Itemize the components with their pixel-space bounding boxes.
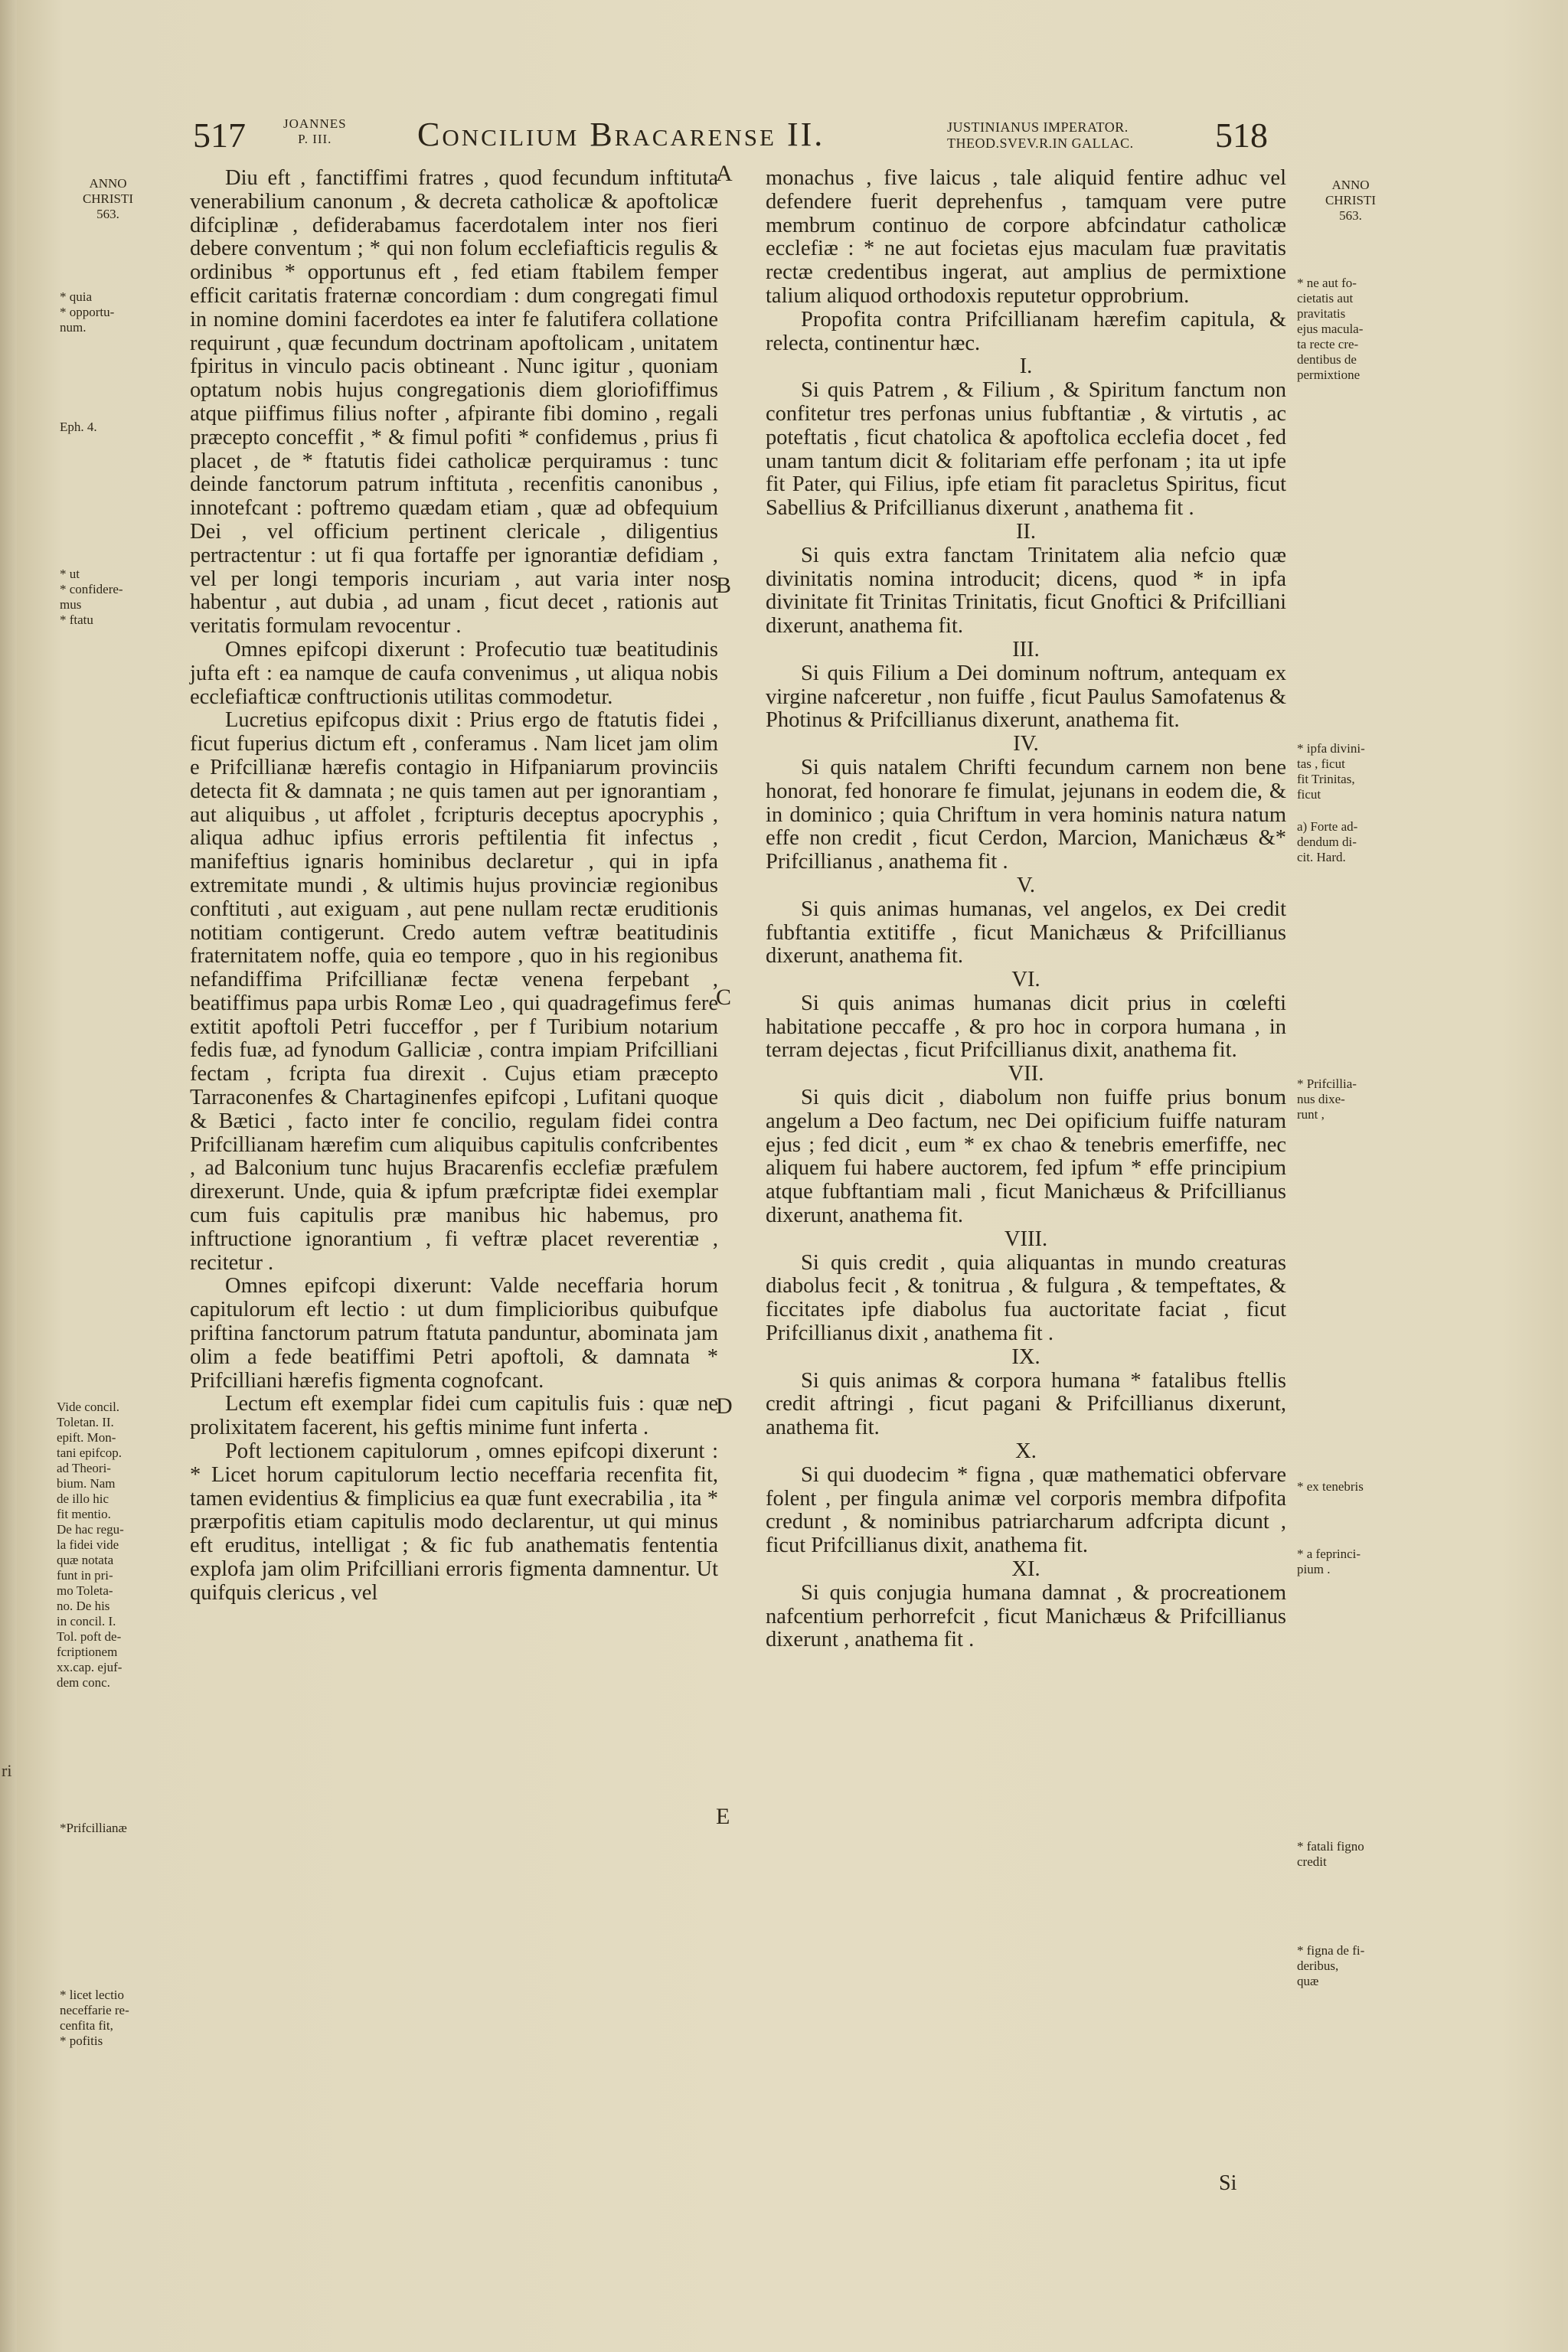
left-margin-note: * licet lectio neceffarie re- cenfita fit, * pofitis bbox=[60, 1988, 129, 2048]
paragraph: Diu eft , fanctiffimi fratres , quod fecundum inftituta venerabilium canonum , & decreta catholicæ & apoftolicæ difciplinæ , defiderabamus facerdotalem inter nos fieri debere conventum ; * qui non folum ecclefiafticis regulis & ordinibus * opportunus eft , fed etiam ftabilem femper efficit caritatis fraternæ concordiam : dum congregati fimul in nomine domini facerdotes ea inter fe falutifera collatione requirunt , quæ fecundum doctrinam apoftolicam , unitatem fpiritus in vinculo pacis obtineant . Nunc igitur , quoniam optatum nobis hujus congregationis diem gloriofiffimus atque piiffimus filius nofter , afpirante fibi domino , regali præcepto conceffit , * & fimul pofiti * confidemus , prius fi placet , de * ftatutis fidei catholicæ perquiramus : tunc deinde fanctorum patrum inftituta , recenfitis canonibus , innotefcant : poftremo quædam etiam , quæ ad obfequium Dei , vel officium pertinent clericale , diligentius pertractentur : ut fi qua fortaffe per ignorantiæ defidiam , vel per longi temporis incuriam , aut varia inter nos habentur , aut dubia , ad unam , ficut decet , rationis aut veritatis formulam revocentur . bbox=[190, 166, 718, 639]
right-margin-note: a) Forte ad- dendum di- cit. Hard. bbox=[1297, 819, 1358, 864]
paragraph: Propofita contra Prifcillianam hærefim capitula, & relecta, continentur hæc. bbox=[766, 307, 1286, 355]
canon-text: Si quis Patrem , & Filium , & Spiritum fanctum non confitetur tres perfonas unius fubftantiæ , & virtutis , ac poteftatis , ficut chatolica & apoftolica ecclefia docet , fed unam tantum dicit & folitariam effe perfonam ; ita ut ipfe fit Pater, qui Filius, ipfe etiam fit paracletus Spiritus, ficut Sabellius & Prifcillianus dixerunt , anathema fit . bbox=[766, 378, 1286, 521]
section-letter: C bbox=[716, 985, 732, 1010]
canon-heading: II. bbox=[1015, 519, 1037, 544]
canon-text: Si quis dicit , diabolum non fuiffe prius bonum angelum a Deo factum, nec Dei opificium fuiffe naturam ejus ; fed dicit , eum * ex chao & tenebris emerfiffe, nec aliquem fui habere auctorem, fed ipfum * effe principium atque fubftantiam mali , ficut Manichæus & Prifcillianus dixerunt, anathema fit. bbox=[766, 1086, 1286, 1228]
left-margin-note: * ut * confidere- mus * ftatu bbox=[60, 567, 123, 627]
canon-heading: X. bbox=[1015, 1439, 1037, 1464]
canon-heading: VI. bbox=[1011, 968, 1040, 992]
page-title: Concilium Bracarense II. bbox=[417, 116, 825, 153]
section-letter: B bbox=[716, 573, 732, 598]
canon-text: Si quis animas & corpora humana * fatalibus ftellis credit aftringi , ficut pagani & Prifcillianus dixerunt, anathema fit. bbox=[766, 1368, 1286, 1440]
section-letter: A bbox=[716, 161, 733, 186]
canon-heading: VIII. bbox=[1004, 1227, 1048, 1251]
paragraph: Omnes epifcopi dixerunt: Valde neceffaria horum capitulorum eft lectio : ut dum fimplicioribus quibufque priftina fanctorum patrum ftatuta panduntur, abominata jam olim a fede beatiffimi Petri apoftoli, & damnata * Prifcilliani hærefis figmenta cognofcant. bbox=[190, 1274, 718, 1393]
right-margin-note: * Prifcillia- nus dixe- runt , bbox=[1297, 1076, 1357, 1122]
previous-page-fragment: ri bbox=[2, 1761, 12, 1780]
canon-text: Si quis extra fanctam Trinitatem alia nefcio quæ divinitatis nomina introducit; dicens, quod * in ipfa divinitate fit Trinitas Trinitatis, ficut Gnoftici & Prifcilliani dixerunt, anathema fit. bbox=[766, 543, 1286, 639]
paragraph: Lucretius epifcopus dixit : Prius ergo de ftatutis fidei , ficut fuperius dictum eft , conferamus . Nam licet jam olim e Prifcillianæ hærefis contagio in Hifpaniarum provinciis detecta fit & damnata ; ne quis tamen aut per ignorantiam , aut aliquibus , ut affolet , fcripturis deceptus apocryphis , aliqua adhuc ipfius erroris peftilentia fit infectus , manifeftius ignaris hominibus declaretur , qui in ipfa extremitate mundi , & ultimis hujus provinciæ regionibus conftituti , aut exiguam , aut pene nullam rectæ eruditionis notitiam contigerunt. Credo autem veftræ beatitudinis fraternitatem noffe, quia eo tempore , quo in his regionibus nefandiffima Prifcillianæ fectæ venena ferpebant , beatiffimus papa urbis Romæ Leo , qui quadragefimus fere extitit apoftoli Petri fucceffor , per f Turibium notarium fedis fuæ, ad fynodum Galliciæ , contra impiam Prifcilliani fectam , fcripta fua direxit . Cujus etiam præcepto Tarraconenfes & Chartaginenfes epifcopi , Lufitani quoque & Bætici , facto inter fe concilio, regulam fidei contra Prifcillianam hærefim cum aliquibus capitulis confcribentes , ad Balconium tunc hujus Bracarenfis ecclefiæ præfulem direxerunt. Unde, quia & ipfum præfcriptæ fidei exemplar cum fuis capitulis præ manibus hic habemus, pro inftructione ignorantium , fi veftræ placet reverentiæ , recitetur . bbox=[190, 708, 718, 1275]
right-anno-note: ANNO CHRISTI 563. bbox=[1325, 178, 1377, 223]
book-page bbox=[17, 0, 1563, 2352]
paragraph: Poft lectionem capitulorum , omnes epifcopi dixerunt : * Licet horum capitulorum lectio neceffaria recenfita fit, tamen evidentius & fimplicius ea quæ funt execrabilia , ita * prærpofitis etiam capitulis modo declarentur, ut qui minus eft eruditus, intelligat ; & fic fub anathematis fententia explofa jam olim Prifcilliani erroris figmenta damnentur. Ut quifquis clericus , vel bbox=[190, 1439, 718, 1605]
canon-heading: IV. bbox=[1013, 732, 1039, 756]
canon-text: Si quis animas humanas dicit prius in cœlefti habitatione peccaffe , & pro hoc in corpora humana , in terram dejectas , ficut Prifcillianus dixit, anathema fit. bbox=[766, 991, 1286, 1063]
right-margin-note: * ne aut fo- cietatis aut pravitatis ejus macula- ta recte cre- dentibus de permixtione bbox=[1297, 276, 1364, 382]
running-header bbox=[185, 115, 1288, 168]
paragraph: Omnes epifcopi dixerunt : Profecutio tuæ beatitudinis jufta eft : ea namque de caufa convenimus , ut aliqua nobis ecclefiafticæ conftructionis utilitas commodetur. bbox=[190, 637, 718, 709]
section-letter: E bbox=[716, 1804, 730, 1829]
right-running-head: JUSTINIANUS IMPERATOR. THEOD.SVEV.R.IN GALLAC. bbox=[947, 119, 1134, 151]
canon-heading: IX. bbox=[1011, 1344, 1040, 1369]
left-text-column bbox=[190, 167, 718, 1606]
canon-heading: III. bbox=[1012, 637, 1040, 662]
canon-heading: I. bbox=[1019, 354, 1033, 379]
left-margin-note: * quia * opportu- num. bbox=[60, 289, 115, 335]
left-page-number: 517 bbox=[193, 116, 246, 155]
right-page-number: 518 bbox=[1215, 116, 1268, 155]
left-margin-note: Vide concil. Toletan. II. epift. Mon- tani epifcop. ad Theori- bium. Nam de illo hic fit mentio. De hac regu- la fidei vide quæ notata funt in pri- mo Toleta- no. De his in concil. I. Tol. poft de- fcriptionem xx.cap. ejuf- dem conc. bbox=[57, 1400, 124, 1690]
right-text-column bbox=[766, 167, 1286, 1652]
canon-heading: V. bbox=[1016, 873, 1036, 897]
paragraph: Lectum eft exemplar fidei cum capitulis fuis : quæ ne prolixitatem facerent, his geftis minime funt inferta . bbox=[190, 1392, 718, 1440]
left-margin-note: Eph. 4. bbox=[60, 420, 97, 434]
left-anno-note: ANNO CHRISTI 563. bbox=[82, 176, 134, 221]
paragraph: monachus , five laicus , tale aliquid fentire adhuc vel defendere fuerit deprehenfus , tamquam vere putre membrum continuo de corpore abfcindatur catholicæ ecclefiæ : * ne aut focietas ejus maculam fuæ pravitatis rectæ credentibus ingerat, aut amplius de permixtione talium aliquod orthodoxis reputetur opprobrium. bbox=[766, 166, 1286, 308]
left-running-head: JOANNES P. III. bbox=[283, 116, 347, 146]
canon-text: Si qui duodecim * figna , quæ mathematici obfervare folent , per fingula animæ vel corporis membra difpofita credunt , & nominibus patriarcharum adfcripta dicunt , ficut Prifcillianus dixit, anathema fit. bbox=[766, 1462, 1286, 1558]
right-margin-note: * fatali figno credit bbox=[1297, 1839, 1364, 1869]
canon-text: Si quis Filium a Dei dominum noftrum, antequam ex virgine nafceretur , non fuiffe , ficut Paulus Samofatenus & Photinus & Prifcillianus dixerunt, anathema fit. bbox=[766, 661, 1286, 733]
canon-text: Si quis credit , quia aliquantas in mundo creaturas diabolus fecit , & tonitrua , & fulgura , & tempeftates, & ficcitates ipfe diabolus fua auctoritate faciat , ficut Prifcillianus dixit , anathema fit . bbox=[766, 1250, 1286, 1346]
left-margin-note: *Prifcillianæ bbox=[60, 1821, 127, 1835]
canon-text: Si quis animas humanas, vel angelos, ex Dei credit fubftantia extitiffe , ficut Manichæus & Prifcillianus dixerunt, anathema fit. bbox=[766, 897, 1286, 969]
canon-heading: XI. bbox=[1011, 1557, 1040, 1582]
canon-text: Si quis natalem Chrifti fecundum carnem non bene honorat, fed honorare fe fimulat, jejunans in eodem die, & in dominico ; quia Chriftum in vera hominis natura natum effe non credit , ficut Cerdon, Marcion, Manichæus &* Prifcillianus , anathema fit . bbox=[766, 755, 1286, 874]
right-margin-note: * figna de fi- deribus, quæ bbox=[1297, 1943, 1365, 1988]
right-margin-note: * a feprinci- pium . bbox=[1297, 1547, 1361, 1576]
canon-heading: VII. bbox=[1008, 1062, 1044, 1086]
right-margin-note: * ipfa divini- tas , ficut fit Trinitas, ficut bbox=[1297, 741, 1365, 802]
canon-text: Si quis conjugia humana damnat , & procreationem nafcentium perhorrefcit , ficut Manichæus & Prifcillianus dixerunt , anathema fit . bbox=[766, 1580, 1286, 1652]
catchword: Si bbox=[1219, 2171, 1237, 2195]
section-letter: D bbox=[716, 1393, 733, 1419]
right-margin-note: * ex tenebris bbox=[1297, 1479, 1364, 1494]
